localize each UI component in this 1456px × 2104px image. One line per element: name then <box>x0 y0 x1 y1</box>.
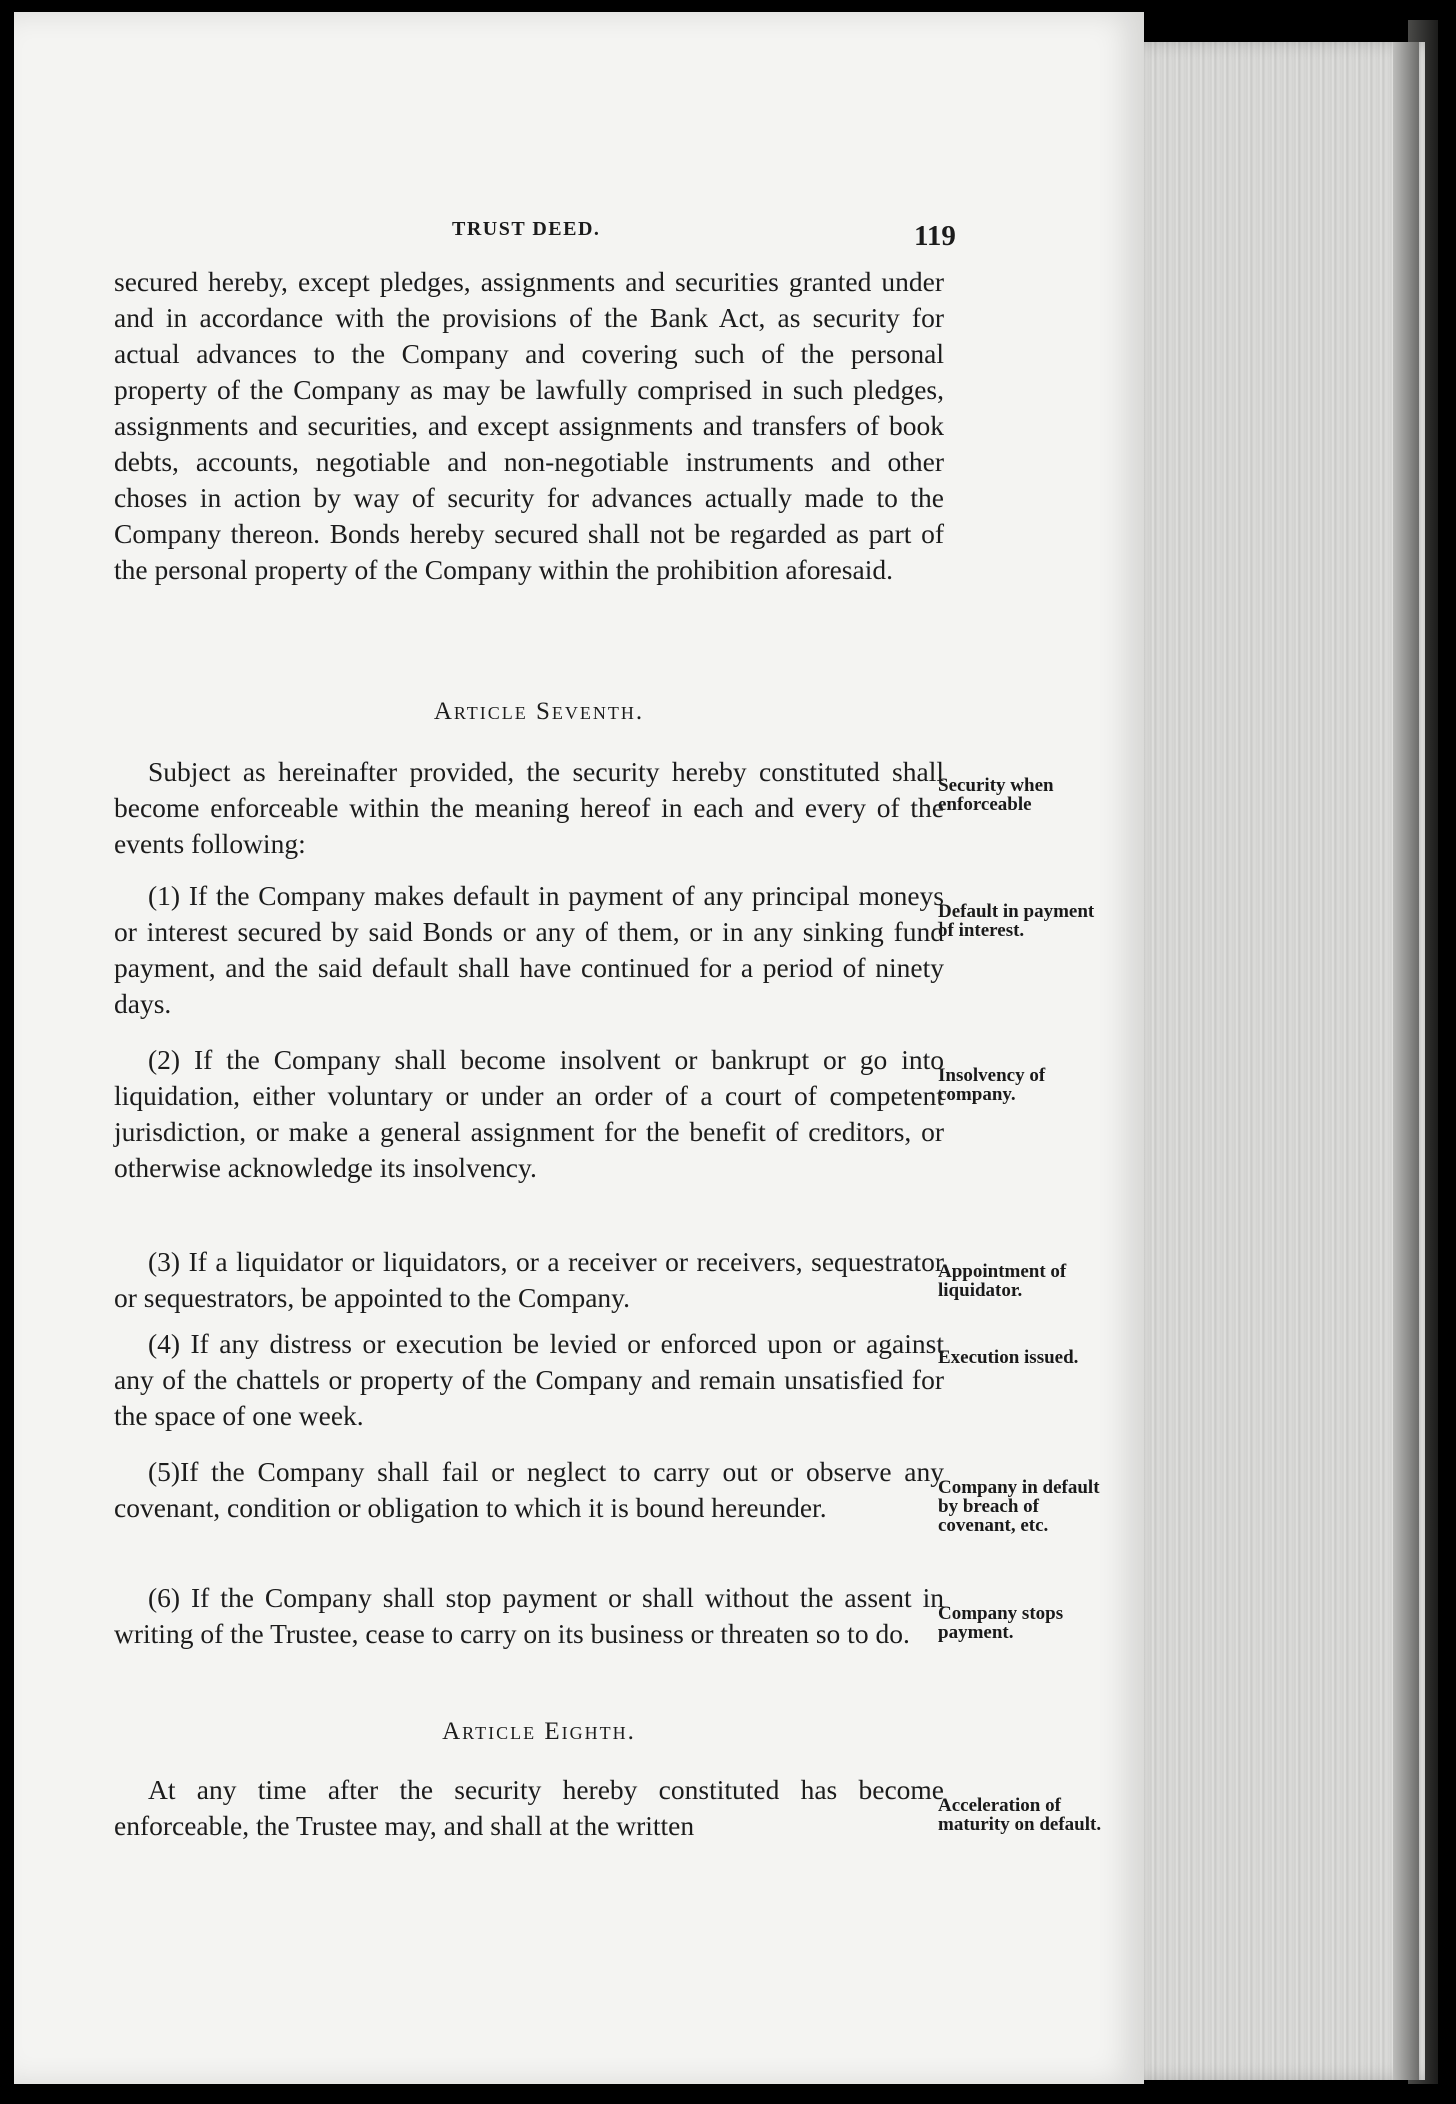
clause-3: (3) If a liquidator or liquidators, or a receiver or receivers, sequestrator or sequestrators, be appointed to the Company. <box>114 1246 944 1313</box>
article-seventh-heading: Article Seventh. <box>433 698 645 725</box>
article-seventh-intro: Subject as hereinafter provided, the security hereby constituted shall become enforceable within the meaning hereof in each and every of the events following: <box>114 756 944 859</box>
clause-2: (2) If the Company shall become insolvent or bankrupt or go into liquidation, either voluntary or under an order of a court of competent jurisdiction, or make a general assignment for the benefit of creditors, or otherwise acknowledge its insolvency. <box>114 1044 944 1183</box>
clause-4: (4) If any distress or execution be levied or enforced upon or against any of the chattels or property of the Company and remain unsatisfied for the space of one week. <box>114 1328 944 1431</box>
margin-note-clause-4: Execution issued. <box>938 1347 1079 1368</box>
clause-1: (1) If the Company makes default in payment of any principal moneys or interest secured by said Bonds or any of them, or in any sinking fund payment, and the said default shall have continued for a period of ninety days. <box>114 880 944 1019</box>
margin-note-clause-6: Company stops payment. <box>938 1603 1064 1643</box>
margin-note-article-eighth: Acceleration of maturity on default. <box>938 1795 1102 1835</box>
opening-paragraph: secured hereby, except pledges, assignments and securities granted under and in accordance with the provisions of the Bank Act, as security for actual advances to the Company and covering such of the personal property of the Company as may be lawfully comprised in such pledges, assignments and securities, and except assignments and transfers of book debts, accounts, negotiable and non-negotiable instruments and other choses in action by way of security for advances actually made to the Company thereon. Bonds hereby secured shall not be regarded as part of the personal property of the Company within the prohibition aforesaid. <box>114 266 944 585</box>
book-page <box>14 12 1144 2084</box>
page-number: 119 <box>914 220 956 252</box>
article-eighth-heading: Article Eighth. <box>442 1718 636 1745</box>
page-edges <box>1125 42 1425 2080</box>
margin-note-clause-1: Default in payment of interest. <box>938 901 1095 941</box>
margin-note-clause-3: Appointment of liquidator. <box>938 1261 1067 1301</box>
article-eighth-text: At any time after the security hereby constituted has become enforceable, the Trustee may, and shall at the written <box>114 1774 944 1841</box>
clause-6: (6) If the Company shall stop payment or shall without the assent in writing of the Trustee, cease to carry on its business or threaten so to do. <box>114 1582 944 1649</box>
margin-note-security: Security when enforceable <box>938 775 1054 815</box>
margin-note-clause-2: Insolvency of company. <box>938 1065 1046 1105</box>
clause-5: (5)If the Company shall fail or neglect to carry out or observe any covenant, condition or obligation to which it is bound hereunder. <box>114 1456 944 1523</box>
margin-note-clause-5: Company in default by breach of covenant, etc. <box>938 1477 1100 1536</box>
running-header: TRUST DEED. <box>452 218 601 240</box>
